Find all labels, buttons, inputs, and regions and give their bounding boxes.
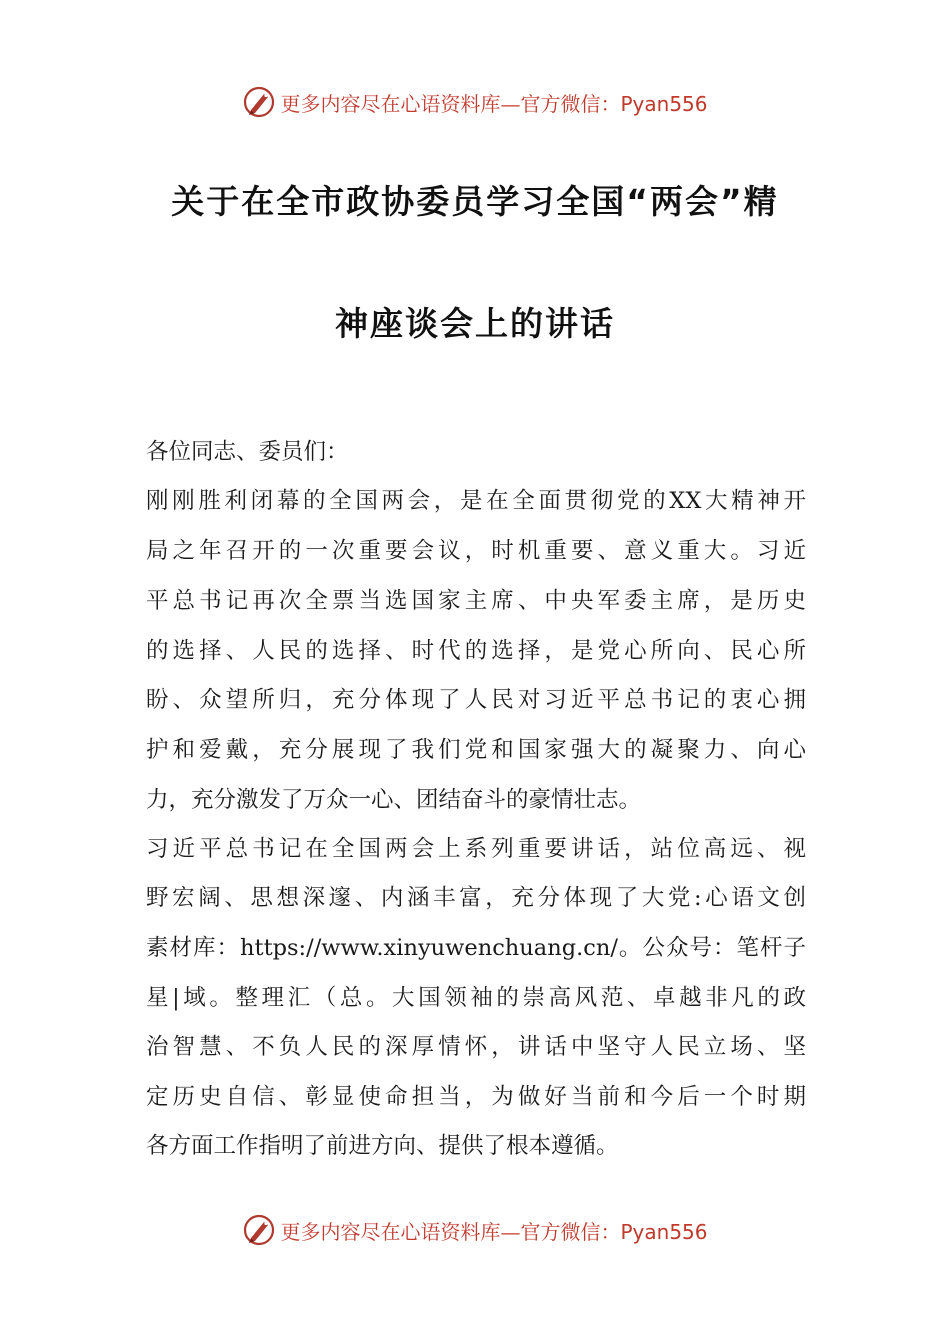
banner-wechat-id: Pyan556 bbox=[620, 1219, 708, 1244]
footer-banner bbox=[0, 1210, 950, 1250]
banner-site-text: 更多内容尽在心语资料库 bbox=[280, 1219, 501, 1244]
body-line: 的选择、人民的选择、时代的选择，是党心所向、民心所 bbox=[146, 638, 806, 664]
banner-site-text: 更多内容尽在心语资料库 bbox=[280, 91, 501, 116]
body-line: 盼、众望所归，充分体现了人民对习近平总书记的衷心拥 bbox=[146, 687, 806, 713]
body-line: 星|域。整理汇（总。大国领袖的崇高风范、卓越非凡的政 bbox=[146, 985, 806, 1011]
body-line: 平总书记再次全票当选国家主席、中央军委主席，是历史 bbox=[146, 588, 806, 614]
body-line: 护和爱戴，充分展现了我们党和国家强大的凝聚力、向心 bbox=[146, 737, 806, 763]
body-line: 各方面工作指明了前进方向、提供了根本遵循。 bbox=[146, 1133, 619, 1159]
body-line: 力，充分激发了万众一心、团结奋斗的豪情壮志。 bbox=[146, 787, 642, 813]
banner-text bbox=[280, 1216, 707, 1245]
body-line: 素材库：https://www.xinyuwenchuang.cn/。公众号：笔杆子 bbox=[146, 935, 806, 961]
body-line: 局之年召开的一次重要会议，时机重要、意义重大。习近 bbox=[146, 538, 806, 564]
pen-circle-logo-icon bbox=[242, 85, 276, 119]
salutation: 各位同志、委员们： bbox=[146, 439, 349, 465]
banner-text bbox=[280, 88, 707, 117]
banner-separator: — bbox=[500, 1219, 521, 1244]
body-line: 刚刚胜利闭幕的全国两会，是在全面贯彻党的XX大精神开 bbox=[146, 488, 806, 514]
document-title-line-1: 关于在全市政协委员学习全国“两会”精 bbox=[171, 182, 779, 221]
banner-separator: — bbox=[500, 91, 521, 116]
header-banner bbox=[0, 82, 950, 122]
banner-wechat-id: Pyan556 bbox=[620, 91, 708, 116]
pen-circle-logo-icon bbox=[242, 1213, 276, 1247]
banner-wechat-label: 官方微信： bbox=[520, 1219, 621, 1244]
body-line: 治智慧、不负人民的深厚情怀，讲话中坚守人民立场、坚 bbox=[146, 1034, 806, 1060]
body-line: 习近平总书记在全国两会上系列重要讲话，站位高远、视 bbox=[146, 836, 806, 862]
document-title-line-2: 神座谈会上的讲话 bbox=[335, 304, 615, 343]
body-line: 野宏阔、思想深邃、内涵丰富，充分体现了大党:心语文创 bbox=[146, 885, 806, 911]
body-line: 定历史自信、彰显使命担当，为做好当前和今后一个时期 bbox=[146, 1084, 806, 1110]
banner-wechat-label: 官方微信： bbox=[520, 91, 621, 116]
